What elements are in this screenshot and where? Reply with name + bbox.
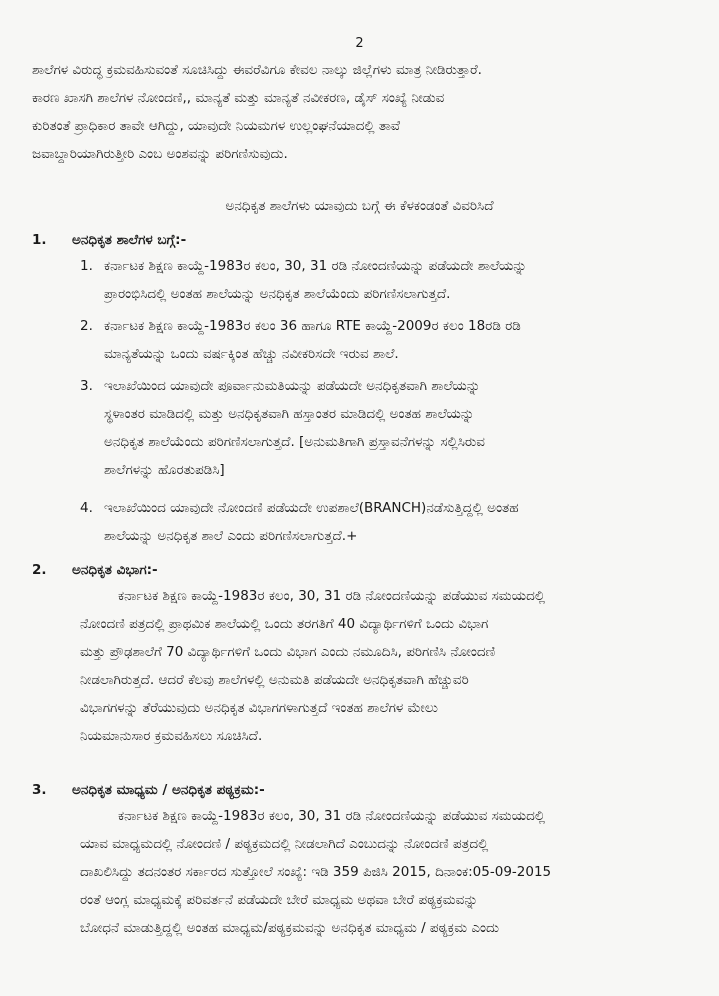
subtitle: ಅನಧಿಕೃತ ಶಾಲೆಗಳು ಯಾವುದು ಬಗ್ಗೆ ಈ ಕೆಳಕಂಡಂತೆ ವಿವರಿಸಿದೆ <box>225 198 494 214</box>
item-line: ಕರ್ನಾಟಕ ಶಿಕ್ಷಣ ಕಾಯ್ದೆ-1983ರ ಕಲಂ 36 ಹಾಗೂ RTE ಕಾಯ್ದೆ-2009ರ ಕಲಂ 18ರಡಿ ರಡಿ <box>104 318 521 334</box>
paragraph-line: ರಂತೆ ಆಂಗ್ಲ ಮಾಧ್ಯಮಕ್ಕೆ ಪರಿವರ್ತನೆ ಪಡೆಯದೇ ಬೇರೆ ಮಾಧ್ಯಮ ಅಥವಾ ಬೇರೆ ಪಠ್ಯಕ್ರಮವನ್ನು <box>80 892 478 908</box>
item-number: 4. <box>80 500 93 516</box>
page-number: 2 <box>355 36 364 51</box>
intro-line: ಶಾಲೆಗಳ ವಿರುದ್ಧ ಕ್ರಮವಹಿಸುವಂತೆ ಸೂಚಿಸಿದ್ದು ಈವರೆವಿಗೂ ಕೇವಲ ನಾಲ್ಕು ಜಿಲ್ಲೆಗಳು ಮಾತ್ರ ನೀಡಿರುತ್ತಾರೆ. <box>32 62 482 78</box>
paragraph-line: ಯಾವ ಮಾಧ್ಯಮದಲ್ಲಿ ನೋಂದಣಿ / ಪಠ್ಯಕ್ರಮದಲ್ಲಿ ನೀಡಲಾಗಿದೆ ಎಂಬುದನ್ನು ನೋಂದಣಿ ಪತ್ರದಲ್ಲಿ <box>80 836 489 852</box>
section-title: ಅನಧಿಕೃತ ವಿಭಾಗ:- <box>72 562 158 578</box>
paragraph-line: ದಾಖಲಿಸಿದ್ದು ತದನಂತರ ಸರ್ಕಾರದ ಸುತ್ತೋಲೆ ಸಂಖ್ಯೆ: ಇಡಿ 359 ಪಿಜಿಸಿ 2015, ದಿನಾಂಕ:05-09-2015 <box>80 864 552 880</box>
section-3-paragraph <box>80 802 694 942</box>
item-line: ಪ್ರಾರಂಭಿಸಿದಲ್ಲಿ ಅಂತಹ ಶಾಲೆಯನ್ನು ಅನಧಿಕೃತ ಶಾಲೆಯೆಂದು ಪರಿಗಣಿಸಲಾಗುತ್ತದೆ. <box>104 286 451 302</box>
paragraph-line: ಕರ್ನಾಟಕ ಶಿಕ್ಷಣ ಕಾಯ್ದೆ-1983ರ ಕಲಂ, 30, 31 ರಡಿ ನೋಂದಣಿಯನ್ನು ಪಡೆಯುವ ಸಮಯದಲ್ಲಿ <box>118 588 546 604</box>
paragraph-line: ಮತ್ತು ಪ್ರೌಢಶಾಲೆಗೆ 70 ವಿದ್ಯಾರ್ಥಿಗಳಿಗೆ ಒಂದು ವಿಭಾಗ ಎಂದು ನಮೂದಿಸಿ, ಪರಿಗಣಿಸಿ ನೋಂದಣಿ <box>80 644 496 660</box>
section-3-heading <box>32 782 265 798</box>
paragraph-line: ನೀಡಲಾಗಿರುತ್ತದೆ. ಆದರೆ ಕೆಲವು ಶಾಲೆಗಳಲ್ಲಿ ಅನುಮತಿ ಪಡೆಯದೇ ಅನಧಿಕೃತವಾಗಿ ಹೆಚ್ಚುವರಿ <box>80 672 469 688</box>
intro-paragraph <box>32 56 692 168</box>
paragraph-line: ವಿಭಾಗಗಳನ್ನು ತೆರೆಯುವುದು ಅನಧಿಕೃತ ವಿಭಾಗಗಳಾಗುತ್ತದೆ ಇಂತಹ ಶಾಲೆಗಳ ಮೇಲು <box>80 700 438 716</box>
section-number: 3. <box>32 782 47 798</box>
item-line: ಸ್ಥಳಾಂತರ ಮಾಡಿದಲ್ಲಿ ಮತ್ತು ಅನಧಿಕೃತವಾಗಿ ಹಸ್ತಾಂತರ ಮಾಡಿದಲ್ಲಿ ಅಂತಹ ಶಾಲೆಯನ್ನು <box>104 406 475 422</box>
section-number: 1. <box>32 232 47 248</box>
item-line: ಇಲಾಖೆಯಿಂದ ಯಾವುದೇ ಪೂರ್ವಾನುಮತಿಯನ್ನು ಪಡೆಯದೇ ಅನಧಿಕೃತವಾಗಿ ಶಾಲೆಯನ್ನು <box>104 378 481 394</box>
item-number: 3. <box>80 378 93 394</box>
section-title: ಅನಧಿಕೃತ ಮಾಧ್ಯಮ / ಅನಧಿಕೃತ ಪಠ್ಯಕ್ರಮ:- <box>72 782 265 798</box>
item-line: ಅನಧಿಕೃತ ಶಾಲೆಯೆಂದು ಪರಿಗಣಿಸಲಾಗುತ್ತದೆ. [ಅನುಮತಿಗಾಗಿ ಪ್ರಸ್ತಾವನೆಗಳನ್ನು ಸಲ್ಲಿಸಿರುವ <box>104 434 485 450</box>
section-1-heading <box>32 232 186 248</box>
list-item <box>80 312 690 368</box>
section-number: 2. <box>32 562 47 578</box>
item-line: ಇಲಾಖೆಯಿಂದ ಯಾವುದೇ ನೋಂದಣಿ ಪಡೆಯದೇ ಉಪಶಾಲೆ(BRANCH)ನಡೆಸುತ್ತಿದ್ದಲ್ಲಿ ಅಂತಹ <box>104 500 519 516</box>
item-line: ಮಾನ್ಯತೆಯನ್ನು ಒಂದು ವರ್ಷಕ್ಕಿಂತ ಹೆಚ್ಚು ನವೀಕರಿಸದೇ ಇರುವ ಶಾಲೆ. <box>104 346 399 362</box>
list-item <box>80 494 690 550</box>
intro-line: ಜವಾಬ್ದಾರಿಯಾಗಿರುತ್ತೀರಿ ಎಂಬ ಅಂಶವನ್ನು ಪರಿಗಣಿಸುವುದು. <box>32 146 288 162</box>
paragraph-line: ಕರ್ನಾಟಕ ಶಿಕ್ಷಣ ಕಾಯ್ದೆ-1983ರ ಕಲಂ, 30, 31 ರಡಿ ನೋಂದಣಿಯನ್ನು ಪಡೆಯುವ ಸಮಯದಲ್ಲಿ <box>118 808 546 824</box>
intro-line: ಕಾರಣ ಖಾಸಗಿ ಶಾಲೆಗಳ ನೋಂದಣಿ,, ಮಾನ್ಯತೆ ಮತ್ತು ಮಾನ್ಯತೆ ನವೀಕರಣ, ಡೈಸ್ ಸಂಖ್ಯೆ ನೀಡುವ <box>32 90 445 106</box>
paragraph-line: ನಿಯಮಾನುಸಾರ ಕ್ರಮವಹಿಸಲು ಸೂಚಿಸಿದೆ. <box>80 728 263 744</box>
section-title: ಅನಧಿಕೃತ ಶಾಲೆಗಳ ಬಗ್ಗೆ:- <box>72 232 187 248</box>
paragraph-line: ಬೋಧನೆ ಮಾಡುತ್ತಿದ್ದಲ್ಲಿ ಅಂತಹ ಮಾಧ್ಯಮ/ಪಠ್ಯಕ್ರಮವನ್ನು ಅನಧಿಕೃತ ಮಾಧ್ಯಮ / ಪಠ್ಯಕ್ರಮ ಎಂದು <box>80 920 500 936</box>
item-number: 2. <box>80 318 93 334</box>
paragraph-line: ನೋಂದಣಿ ಪತ್ರದಲ್ಲಿ ಪ್ರಾಥಮಿಕ ಶಾಲೆಯಲ್ಲಿ ಒಂದು ತರಗತಿಗೆ 40 ವಿದ್ಯಾರ್ಥಿಗಳಿಗೆ ಒಂದು ವಿಭಾಗ <box>80 616 489 632</box>
intro-line: ಕುರಿತಂತೆ ಪ್ರಾಧಿಕಾರ ತಾವೇ ಆಗಿದ್ದು, ಯಾವುದೇ ನಿಯಮಗಳ ಉಲ್ಲಂಘನೆಯಾದಲ್ಲಿ ತಾವೆ <box>32 118 401 134</box>
list-item <box>80 372 690 484</box>
item-line: ಶಾಲೆಯನ್ನು ಅನಧಿಕೃತ ಶಾಲೆ ಎಂದು ಪರಿಗಣಿಸಲಾಗುತ್ತದೆ.+ <box>104 528 358 544</box>
section-2-heading <box>32 562 158 578</box>
item-line: ಶಾಲೆಗಳನ್ನು ಹೊರತುಪಡಿಸಿ] <box>104 462 225 478</box>
item-line: ಕರ್ನಾಟಕ ಶಿಕ್ಷಣ ಕಾಯ್ದೆ-1983ರ ಕಲಂ, 30, 31 ರಡಿ ನೋಂದಣಿಯನ್ನು ಪಡೆಯದೇ ಶಾಲೆಯನ್ನು <box>104 258 527 274</box>
section-2-paragraph <box>80 582 694 750</box>
item-number: 1. <box>80 258 93 274</box>
list-item <box>80 252 690 308</box>
